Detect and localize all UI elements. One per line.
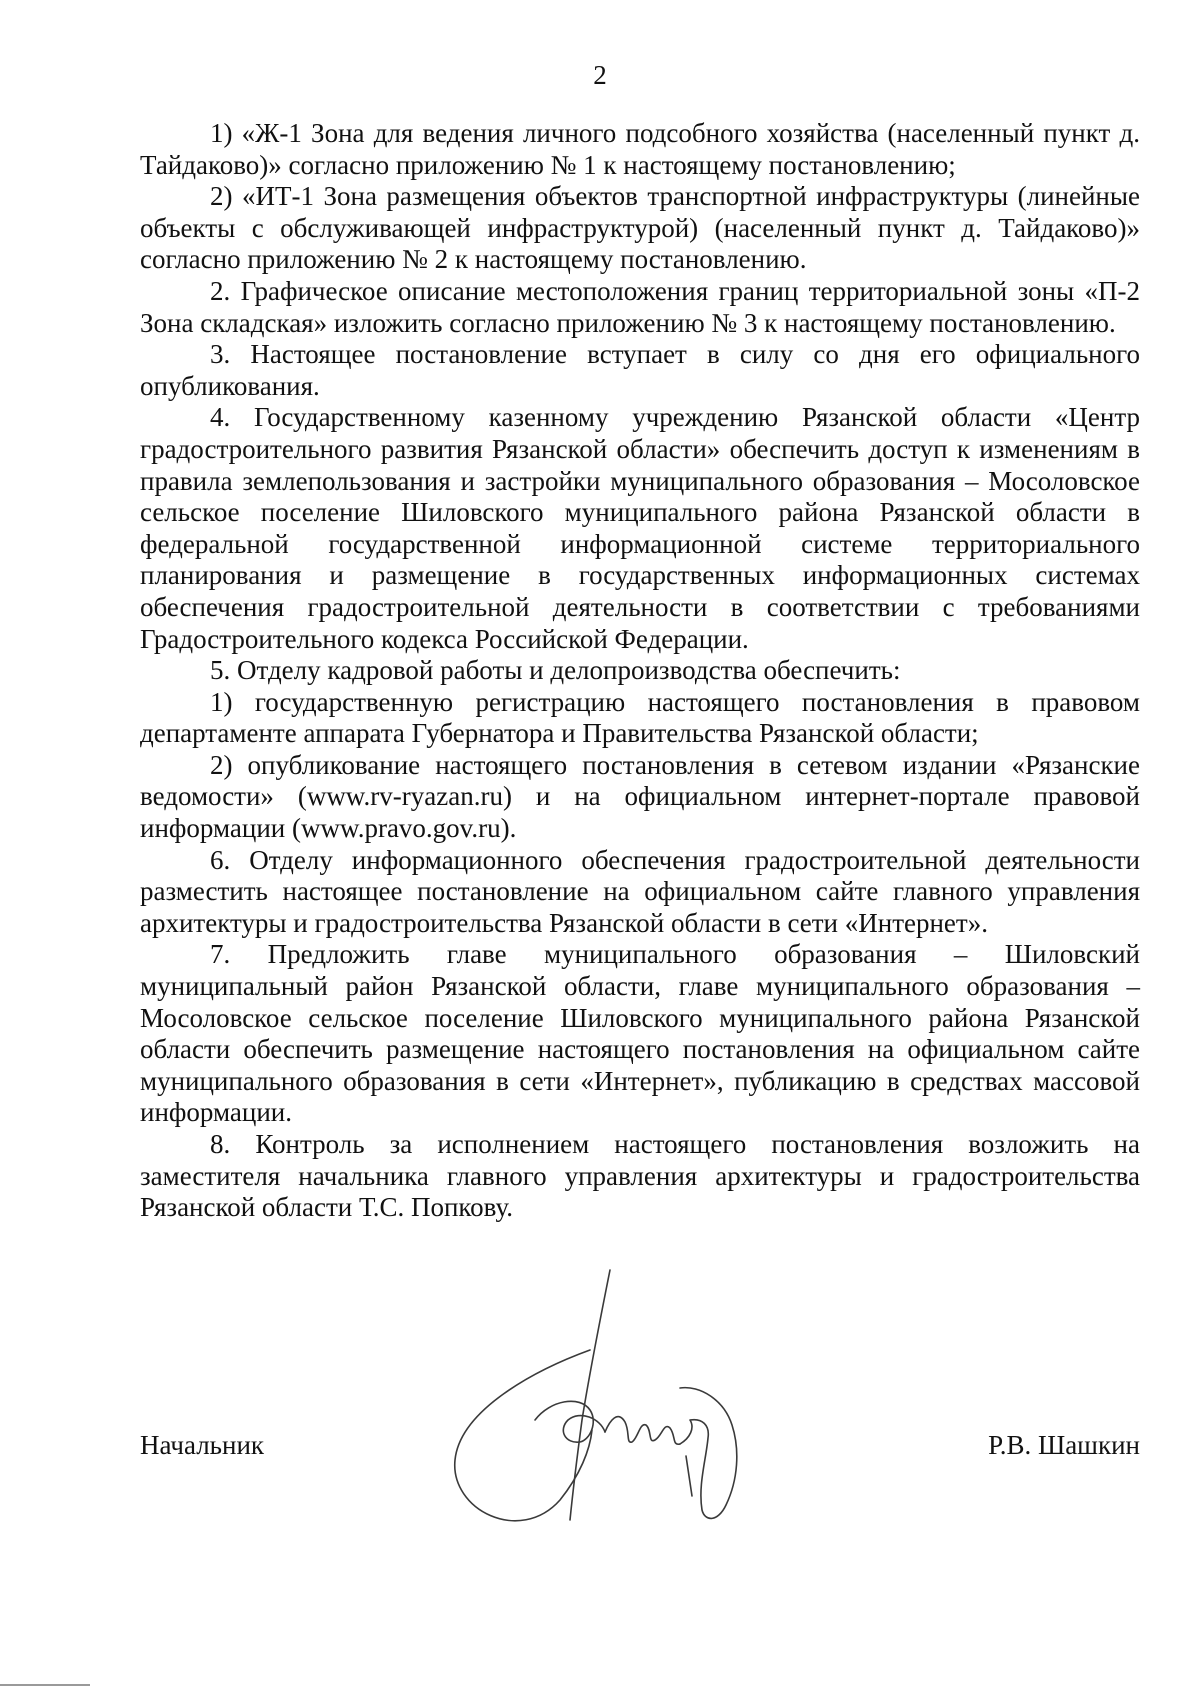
- paragraph-item-3: 3. Настоящее постановление вступает в силу со дня его официального опубликования.: [140, 339, 1140, 401]
- page-number: 2: [593, 60, 607, 90]
- signature-block: [140, 1430, 1140, 1470]
- paragraph-item-7: 7. Предложить главе муниципального образования – Шиловский муниципальный район Рязанской области, главе муниципального образования – Мосоловское сельское поселение Шиловского муниципального района Рязанской области обеспечить размещение настоящего постановления на официальном сайте муниципального образования в сети «Интернет», публикацию в средствах массовой информации.: [140, 939, 1140, 1128]
- paragraph-item-5-2: 2) опубликование настоящего постановления в сетевом издании «Рязанские ведомости» (www.rv-ryazan.ru) и на официальном интернет-портале правовой информации (www.pravo.gov.ru).: [140, 749, 1140, 844]
- paragraph-item-6: 6. Отделу информационного обеспечения градостроительной деятельности разместить настоящее постановление на официальном сайте главного управления архитектуры и градостроительства Рязанской области в сети «Интернет».: [140, 844, 1140, 938]
- handwritten-signature: [440, 1260, 770, 1560]
- paragraph-item-4: 4. Государственному казенному учреждению Рязанской области «Центр градостроительного развития Рязанской области» обеспечить доступ к изменениям в правила землепользования и застройки муниципального образования – Мосоловское сельское поселение Шиловского муниципального района Рязанской области в федеральной государственной информационной системе территориального планирования и размещение в государственных информационных системах обеспечения градостроительной деятельности в соответствии с требованиями Градостроительного кодекса Российской Федерации.: [140, 402, 1140, 654]
- paragraph-item-8: 8. Контроль за исполнением настоящего постановления возложить на заместителя начальника главного управления архитектуры и градостроительства Рязанской области Т.С. Попкову.: [140, 1129, 1140, 1223]
- paragraph-zone-it1: 2) «ИТ-1 Зона размещения объектов транспортной инфраструктуры (линейные объекты с обслуживающей инфраструктурой) (населенный пункт д. Тайдаково)» согласно приложению № 2 к настоящему постановлению.: [140, 181, 1140, 275]
- signatory-position: Начальник: [140, 1430, 265, 1460]
- paragraph-zone-zh1: 1) «Ж-1 Зона для ведения личного подсобного хозяйства (населенный пункт д. Тайдаково)» согласно приложению № 1 к настоящему постановлению;: [140, 118, 1140, 180]
- paragraph-item-5-1: 1) государственную регистрацию настоящего постановления в правовом департаменте аппарата Губернатора и Правительства Рязанской области;: [140, 686, 1140, 749]
- signatory-name: Р.В. Шашкин: [988, 1430, 1140, 1460]
- document-body: [140, 118, 1140, 1224]
- scan-edge-mark: [0, 1684, 90, 1686]
- paragraph-item-2: 2. Графическое описание местоположения границ территориальной зоны «П-2 Зона складская» изложить согласно приложению № 3 к настоящему постановлению.: [140, 275, 1140, 338]
- paragraph-item-5: 5. Отделу кадровой работы и делопроизводства обеспечить:: [210, 655, 901, 686]
